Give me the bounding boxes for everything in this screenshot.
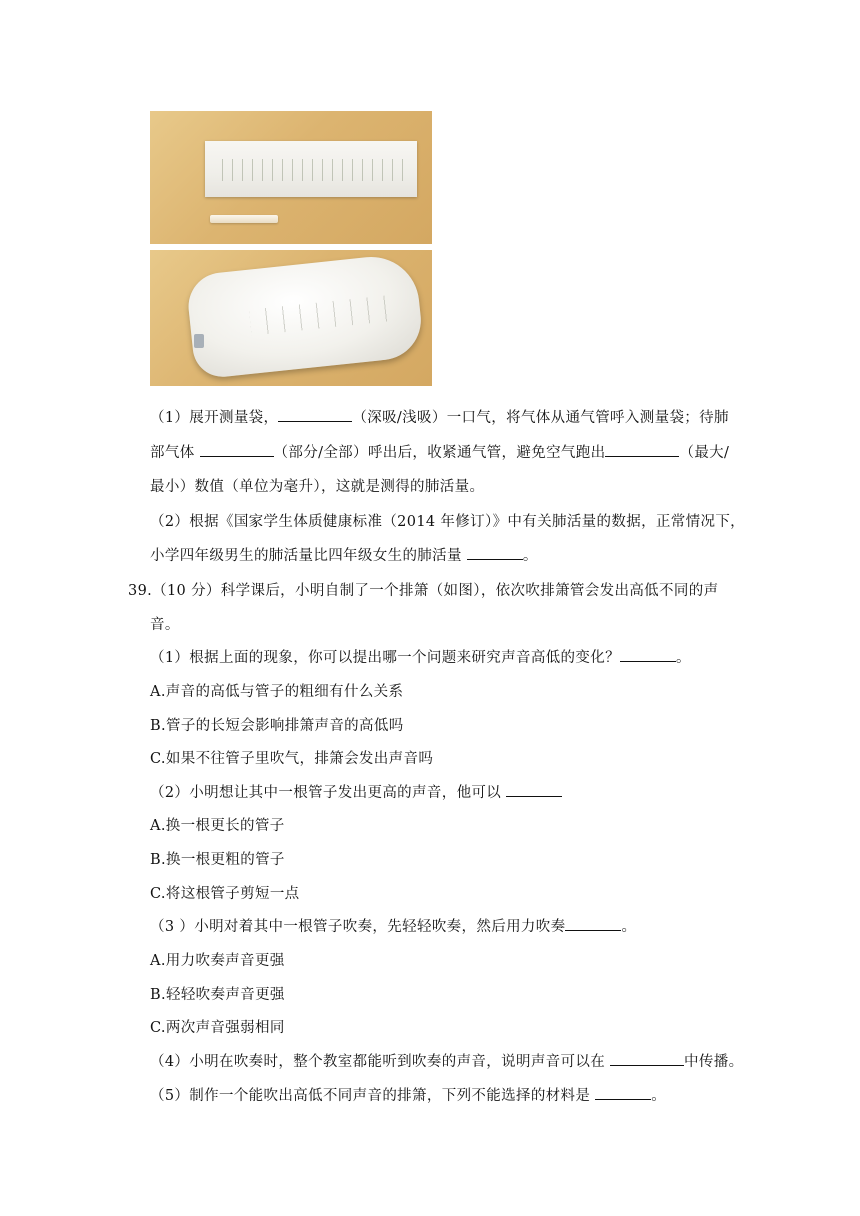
answer-blank-6[interactable] (506, 782, 562, 797)
answer-blank-7[interactable] (565, 916, 621, 931)
answer-blank-9[interactable] (595, 1085, 651, 1100)
answer-blank-5[interactable] (620, 647, 676, 662)
q39-s2-option-c[interactable]: C.将这根管子剪短一点 (150, 886, 300, 902)
q38-p2-line2: 小学四年级男生的肺活量比四年级女生的肺活量 。 (150, 544, 538, 565)
q39-s5-question: （5）制作一个能吹出高低不同声音的排箫，下列不能选择的材料是 。 (150, 1084, 666, 1105)
answer-blank-4[interactable] (467, 545, 523, 560)
q39-s1-option-a[interactable]: A.声音的高低与管子的粗细有什么关系 (150, 684, 404, 700)
q39-s3-option-b[interactable]: B.轻轻吹奏声音更强 (150, 987, 285, 1003)
q39-stem-cont: 音。 (150, 617, 180, 633)
q38-p2-line1: （2）根据《国家学生体质健康标准（2014 年修订）》中有关肺活量的数据，正常情况下， (150, 514, 746, 530)
inflated-measuring-bag (185, 252, 425, 379)
q39-s1-question: （1）根据上面的现象，你可以提出哪一个问题来研究声音高低的变化？ 。 (150, 646, 691, 667)
q39-stem: 39.（10 分）科学课后，小明自制了一个排箫（如图），依次吹排箫管会发出高低不同的声 (128, 583, 719, 599)
q39-s2-option-b[interactable]: B.换一根更粗的管子 (150, 852, 285, 868)
q39-s2-question: （2）小明想让其中一根管子发出更高的声音，他可以 (150, 781, 562, 802)
q39-s3-option-a[interactable]: A.用力吹奏声音更强 (150, 953, 285, 969)
q39-s3-option-c[interactable]: C.两次声音强弱相同 (150, 1020, 285, 1036)
flat-measuring-bag (205, 141, 417, 197)
flat-spirometer-bag-photo (150, 111, 432, 244)
q39-s1-option-b[interactable]: B.管子的长短会影响排箫声音的高低吗 (150, 718, 404, 734)
answer-blank-3[interactable] (605, 442, 679, 457)
q38-p1-line3: 最小）数值（单位为毫升），这就是测得的肺活量。 (150, 479, 485, 495)
q38-p1-line2: 部气体 （部分/全部）呼出后，收紧通气管，避免空气跑出 （最大/ (150, 441, 729, 462)
answer-blank-8[interactable] (610, 1051, 684, 1066)
q39-s2-option-a[interactable]: A.换一根更长的管子 (150, 818, 285, 834)
q39-s4-question: （4）小明在吹奏时，整个教室都能听到吹奏的声音，说明声音可以在 中传播。 (150, 1050, 743, 1071)
answer-blank-2[interactable] (200, 442, 274, 457)
inflated-spirometer-bag-photo (150, 250, 432, 386)
bag-valve (194, 334, 204, 348)
q39-s3-question: （3 ）小明对着其中一根管子吹奏，先轻轻吹奏，然后用力吹奏 。 (150, 915, 636, 936)
answer-blank-1[interactable] (278, 407, 352, 422)
q38-p1-line1: （1）展开测量袋， （深吸/浅吸）一口气，将气体从通气管呼入测量袋；待肺 (150, 406, 729, 427)
vent-tube (210, 215, 278, 223)
q39-s1-option-c[interactable]: C.如果不往管子里吹气，排箫会发出声音吗 (150, 751, 434, 767)
